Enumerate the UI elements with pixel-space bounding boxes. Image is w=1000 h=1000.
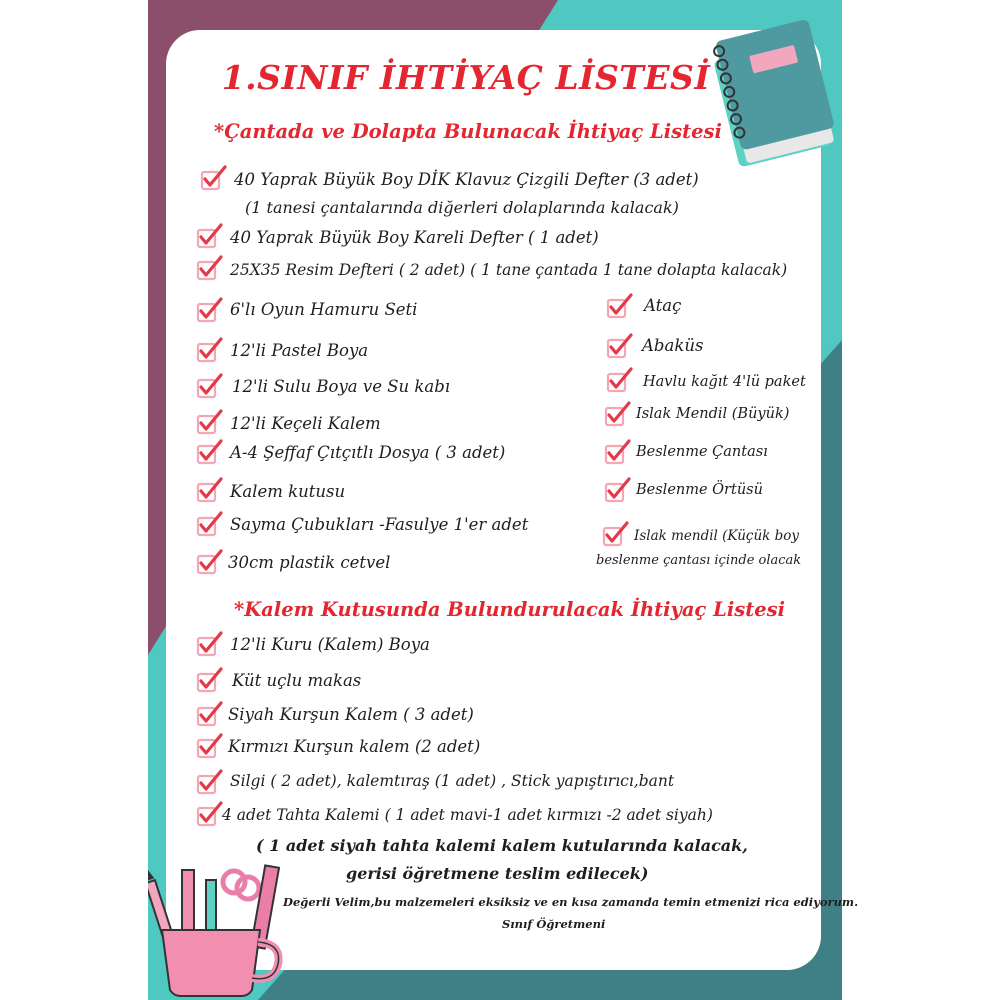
list-item: Abaküs (642, 336, 704, 355)
checked-box-icon (196, 548, 224, 576)
list-item: 6'lı Oyun Hamuru Seti (230, 300, 418, 319)
checked-box-icon (606, 366, 634, 394)
teacher-signature: Sınıf Öğretmeni (502, 917, 606, 931)
list-item: Ataç (644, 296, 682, 315)
list-item: 30cm plastik cetvel (228, 553, 391, 572)
list-item: Beslenme Örtüsü (636, 482, 763, 498)
list-item: Beslenme Çantası (636, 444, 768, 460)
checked-box-icon (604, 476, 632, 504)
list-item: A-4 Şeffaf Çıtçıtlı Dosya ( 3 adet) (230, 443, 506, 462)
list-item: 40 Yaprak Büyük Boy Kareli Defter ( 1 adet) (230, 228, 599, 247)
checked-box-icon (196, 408, 224, 436)
list-item: 12'li Kuru (Kalem) Boya (230, 635, 430, 654)
checked-box-icon (196, 630, 224, 658)
list-item: 40 Yaprak Büyük Boy DİK Klavuz Çizgili Defter (3 adet) (234, 170, 699, 189)
list-item-note: beslenme çantası içinde olacak (596, 553, 802, 568)
checked-box-icon (606, 332, 634, 360)
list-item-note: ( 1 adet siyah tahta kalemi kalem kutularında kalacak, (256, 836, 748, 855)
checked-box-icon (604, 400, 632, 428)
list-item: Kalem kutusu (230, 482, 346, 501)
checked-box-icon (602, 520, 630, 548)
checked-box-icon (196, 666, 224, 694)
checked-box-icon (196, 438, 224, 466)
section-title-pencil-case: *Kalem Kutusunda Bulundurulacak İhtiyaç Listesi (234, 598, 786, 621)
list-item: Islak Mendil (Büyük) (636, 406, 790, 422)
list-item: Kırmızı Kurşun kalem (2 adet) (228, 737, 481, 756)
checked-box-icon (200, 164, 228, 192)
checked-box-icon (196, 800, 224, 828)
list-item-note: gerisi öğretmene teslim edilecek) (346, 864, 649, 883)
parent-message: Değerli Velim,bu malzemeleri eksiksiz ve en kısa zamanda temin etmenizi rica ediyorum. (283, 895, 859, 909)
list-item: Islak mendil (Küçük boy (634, 528, 800, 544)
section-title-bag-and-locker: *Çantada ve Dolapta Bulunacak İhtiyaç Listesi (214, 120, 722, 143)
list-item: Siyah Kurşun Kalem ( 3 adet) (228, 705, 474, 724)
checked-box-icon (196, 768, 224, 796)
checked-box-icon (196, 254, 224, 282)
checked-box-icon (196, 476, 224, 504)
list-item: Silgi ( 2 adet), kalemtıraş (1 adet) , Stick yapıştırıcı,bant (230, 772, 675, 790)
list-item: 4 adet Tahta Kalemi ( 1 adet mavi-1 adet kırmızı -2 adet siyah) (222, 806, 713, 824)
list-item: Havlu kağıt 4'lü paket (643, 374, 806, 390)
checked-box-icon (604, 438, 632, 466)
checked-box-icon (196, 296, 224, 324)
list-item-note: (1 tanesi çantalarında diğerleri dolaplarında kalacak) (245, 198, 679, 217)
list-item: 25X35 Resim Defteri ( 2 adet) ( 1 tane çantada 1 tane dolapta kalacak) (230, 261, 788, 279)
checked-box-icon (196, 510, 224, 538)
page-title: 1.SINIF İHTİYAÇ LİSTESİ (221, 58, 711, 97)
checked-box-icon (196, 372, 224, 400)
checked-box-icon (606, 292, 634, 320)
checked-box-icon (196, 222, 224, 250)
list-item: 12'li Pastel Boya (230, 341, 369, 360)
list-item: Küt uçlu makas (232, 671, 362, 690)
checked-box-icon (196, 732, 224, 760)
list-item: 12'li Sulu Boya ve Su kabı (232, 377, 451, 396)
checked-box-icon (196, 700, 224, 728)
list-item: 12'li Keçeli Kalem (230, 414, 381, 433)
pencil-mug-icon (148, 858, 288, 998)
checked-box-icon (196, 336, 224, 364)
list-item: Sayma Çubukları -Fasulye 1'er adet (230, 515, 529, 534)
